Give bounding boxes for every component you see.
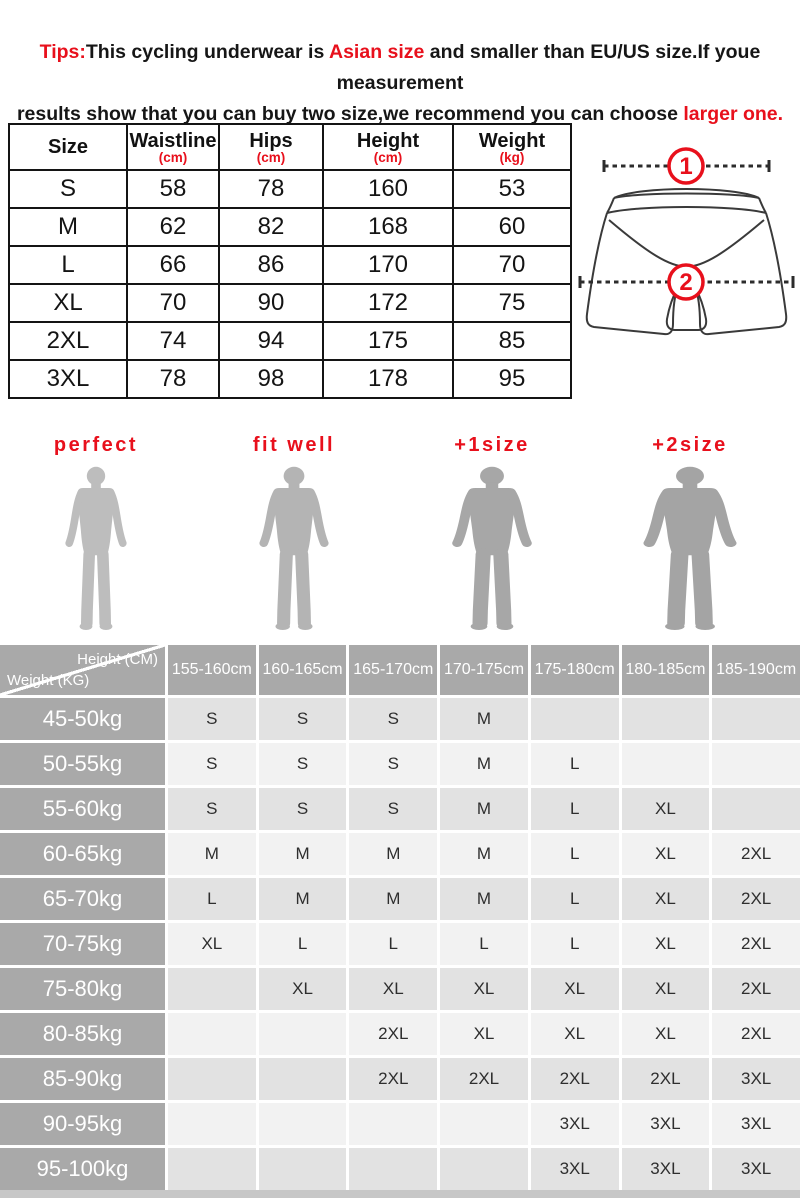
size-table-cell: 78 bbox=[219, 170, 323, 208]
size-table-cell: 75 bbox=[453, 284, 571, 322]
column-label: Height bbox=[356, 129, 420, 152]
matrix-size-cell: S bbox=[259, 788, 347, 830]
matrix-size-cell: 2XL bbox=[712, 833, 800, 875]
fit-figure bbox=[212, 434, 376, 637]
matrix-size-cell: L bbox=[531, 923, 619, 965]
matrix-size-cell: L bbox=[531, 833, 619, 875]
size-table-cell: 94 bbox=[219, 322, 323, 360]
size-table-cell: 85 bbox=[453, 322, 571, 360]
size-table-cell: 53 bbox=[453, 170, 571, 208]
size-table-cell: 172 bbox=[323, 284, 453, 322]
matrix-size-cell: XL bbox=[259, 968, 347, 1010]
corner-height-label: Height (CM) bbox=[77, 651, 158, 668]
matrix-size-cell: L bbox=[531, 743, 619, 785]
tips-highlight: Asian size bbox=[329, 41, 425, 63]
matrix-weight-label: 85-90kg bbox=[0, 1058, 165, 1100]
size-table-cell: 90 bbox=[219, 284, 323, 322]
matrix-size-cell: S bbox=[349, 788, 437, 830]
matrix-size-cell bbox=[622, 743, 710, 785]
matrix-size-cell: L bbox=[531, 788, 619, 830]
matrix-size-cell: M bbox=[259, 878, 347, 920]
matrix-size-cell: 2XL bbox=[440, 1058, 528, 1100]
fit-figure-label: +1size bbox=[454, 434, 530, 456]
fit-figure-label: +2size bbox=[652, 434, 728, 456]
matrix-size-cell: XL bbox=[622, 878, 710, 920]
size-table-cell: 66 bbox=[127, 246, 219, 284]
fit-figure-label: fit well bbox=[252, 434, 336, 456]
matrix-height-header: 175-180cm bbox=[531, 645, 619, 695]
size-table-cell: 2XL bbox=[9, 322, 127, 360]
matrix-size-cell: 2XL bbox=[712, 923, 800, 965]
bottom-divider-bar bbox=[0, 1190, 800, 1198]
matrix-height-header: 180-185cm bbox=[622, 645, 710, 695]
matrix-size-cell bbox=[440, 1148, 528, 1190]
column-unit: (cm) bbox=[256, 149, 286, 165]
matrix-size-cell bbox=[168, 1013, 256, 1055]
matrix-size-cell: 3XL bbox=[622, 1148, 710, 1190]
matrix-size-cell: XL bbox=[440, 968, 528, 1010]
shorts-outline-drawing bbox=[574, 124, 799, 388]
column-label: Size bbox=[47, 136, 89, 158]
size-table-cell: M bbox=[9, 208, 127, 246]
matrix-size-cell: S bbox=[168, 788, 256, 830]
matrix-size-cell: XL bbox=[622, 923, 710, 965]
matrix-size-cell: 2XL bbox=[712, 1013, 800, 1055]
column-unit: (cm) bbox=[158, 149, 188, 165]
corner-weight-label: Weight (KG) bbox=[7, 672, 90, 689]
matrix-size-cell bbox=[349, 1103, 437, 1145]
size-table-header-row bbox=[9, 124, 571, 170]
body-silhouette bbox=[642, 464, 738, 637]
body-silhouette bbox=[444, 464, 540, 637]
matrix-weight-label: 65-70kg bbox=[0, 878, 165, 920]
size-table-cell: 78 bbox=[127, 360, 219, 398]
matrix-size-cell bbox=[531, 698, 619, 740]
shorts-measure-diagram bbox=[574, 124, 799, 388]
matrix-size-cell: S bbox=[259, 743, 347, 785]
size-table-row bbox=[9, 246, 571, 284]
matrix-size-cell: M bbox=[349, 833, 437, 875]
size-table-cell: 170 bbox=[323, 246, 453, 284]
hips-marker-number: 2 bbox=[679, 269, 693, 296]
size-table-row bbox=[9, 322, 571, 360]
fit-figure-label: perfect bbox=[53, 434, 139, 456]
size-table-header-cell bbox=[9, 124, 127, 170]
matrix-weight-label: 50-55kg bbox=[0, 743, 165, 785]
waist-marker-number: 1 bbox=[679, 153, 693, 180]
matrix-size-cell: XL bbox=[531, 968, 619, 1010]
size-table-row bbox=[9, 208, 571, 246]
matrix-size-cell: S bbox=[349, 698, 437, 740]
matrix-weight-label: 60-65kg bbox=[0, 833, 165, 875]
matrix-size-cell bbox=[440, 1103, 528, 1145]
size-table-cell: 70 bbox=[127, 284, 219, 322]
matrix-size-cell: M bbox=[440, 833, 528, 875]
fit-figure bbox=[410, 434, 574, 637]
matrix-size-cell: L bbox=[531, 878, 619, 920]
size-table-cell: 60 bbox=[453, 208, 571, 246]
tips-segment: This cycling underwear is bbox=[85, 41, 329, 63]
size-table-cell: XL bbox=[9, 284, 127, 322]
fit-guide-row bbox=[0, 434, 800, 637]
matrix-size-cell: XL bbox=[168, 923, 256, 965]
matrix-size-cell bbox=[349, 1148, 437, 1190]
size-table-cell: 168 bbox=[323, 208, 453, 246]
matrix-size-cell: XL bbox=[622, 968, 710, 1010]
matrix-size-cell: 3XL bbox=[622, 1103, 710, 1145]
matrix-size-cell: 2XL bbox=[349, 1013, 437, 1055]
matrix-size-cell: M bbox=[259, 833, 347, 875]
matrix-height-header: 165-170cm bbox=[349, 645, 437, 695]
matrix-size-cell: M bbox=[440, 743, 528, 785]
tips-segment: results show that you can buy two size,we recommend you can choose bbox=[16, 103, 684, 125]
matrix-height-header: 185-190cm bbox=[712, 645, 800, 695]
matrix-size-cell bbox=[259, 1103, 347, 1145]
matrix-size-cell: 2XL bbox=[531, 1058, 619, 1100]
size-table-row bbox=[9, 284, 571, 322]
size-table-cell: 98 bbox=[219, 360, 323, 398]
size-table-cell: 95 bbox=[453, 360, 571, 398]
matrix-size-cell: L bbox=[349, 923, 437, 965]
size-table-cell: S bbox=[9, 170, 127, 208]
size-table-cell: 70 bbox=[453, 246, 571, 284]
matrix-size-cell: L bbox=[440, 923, 528, 965]
matrix-weight-label: 75-80kg bbox=[0, 968, 165, 1010]
matrix-size-cell bbox=[168, 968, 256, 1010]
matrix-size-cell bbox=[168, 1148, 256, 1190]
column-unit: (kg) bbox=[499, 149, 525, 165]
size-table-header-cell bbox=[219, 124, 323, 170]
matrix-size-cell: M bbox=[440, 698, 528, 740]
matrix-size-cell bbox=[712, 788, 800, 830]
matrix-weight-label: 80-85kg bbox=[0, 1013, 165, 1055]
size-table-cell: 86 bbox=[219, 246, 323, 284]
size-table-row bbox=[9, 170, 571, 208]
size-table-cell: 62 bbox=[127, 208, 219, 246]
matrix-size-cell: S bbox=[168, 698, 256, 740]
matrix-size-cell bbox=[259, 1148, 347, 1190]
matrix-size-cell: XL bbox=[349, 968, 437, 1010]
body-silhouette bbox=[48, 464, 144, 637]
size-table-cell: 58 bbox=[127, 170, 219, 208]
tips-text bbox=[10, 37, 790, 130]
matrix-size-cell: M bbox=[349, 878, 437, 920]
matrix-weight-label: 45-50kg bbox=[0, 698, 165, 740]
fit-figure bbox=[14, 434, 178, 637]
matrix-size-cell bbox=[259, 1013, 347, 1055]
matrix-size-cell: M bbox=[168, 833, 256, 875]
matrix-size-cell bbox=[168, 1058, 256, 1100]
matrix-size-cell: 3XL bbox=[531, 1103, 619, 1145]
matrix-corner-cell bbox=[0, 645, 165, 695]
matrix-weight-label: 70-75kg bbox=[0, 923, 165, 965]
matrix-size-cell: L bbox=[168, 878, 256, 920]
size-table-header-cell bbox=[453, 124, 571, 170]
matrix-size-cell: S bbox=[168, 743, 256, 785]
matrix-weight-label: 55-60kg bbox=[0, 788, 165, 830]
matrix-size-cell: 2XL bbox=[349, 1058, 437, 1100]
matrix-size-cell: 3XL bbox=[531, 1148, 619, 1190]
matrix-size-cell: 2XL bbox=[712, 968, 800, 1010]
matrix-size-cell bbox=[712, 743, 800, 785]
size-table bbox=[8, 123, 572, 399]
size-table-cell: 160 bbox=[323, 170, 453, 208]
size-table-cell: 3XL bbox=[9, 360, 127, 398]
tips-line bbox=[10, 37, 790, 99]
size-table-cell: 175 bbox=[323, 322, 453, 360]
size-table-row bbox=[9, 360, 571, 398]
matrix-height-header: 160-165cm bbox=[259, 645, 347, 695]
tips-highlight: Tips: bbox=[39, 41, 86, 63]
matrix-size-cell bbox=[622, 698, 710, 740]
matrix-weight-label: 95-100kg bbox=[0, 1148, 165, 1190]
matrix-size-cell: XL bbox=[622, 1013, 710, 1055]
matrix-height-header: 155-160cm bbox=[168, 645, 256, 695]
column-label: Waistline bbox=[129, 129, 217, 152]
matrix-size-cell: 3XL bbox=[712, 1148, 800, 1190]
matrix-size-cell: 3XL bbox=[712, 1058, 800, 1100]
matrix-size-cell: XL bbox=[622, 833, 710, 875]
size-table-header-cell bbox=[323, 124, 453, 170]
matrix-size-cell: 2XL bbox=[622, 1058, 710, 1100]
body-silhouette bbox=[246, 464, 342, 637]
matrix-size-cell bbox=[712, 698, 800, 740]
size-table-cell: L bbox=[9, 246, 127, 284]
tips-highlight: larger one. bbox=[683, 103, 784, 125]
column-label: Weight bbox=[478, 129, 546, 152]
height-weight-size-matrix bbox=[0, 645, 800, 1190]
fit-figure bbox=[608, 434, 772, 637]
matrix-size-cell: 3XL bbox=[712, 1103, 800, 1145]
matrix-size-cell: S bbox=[259, 698, 347, 740]
matrix-size-cell: XL bbox=[440, 1013, 528, 1055]
matrix-size-cell: XL bbox=[531, 1013, 619, 1055]
matrix-size-cell: M bbox=[440, 788, 528, 830]
column-label: Hips bbox=[249, 129, 293, 152]
matrix-size-cell bbox=[168, 1103, 256, 1145]
matrix-weight-label: 90-95kg bbox=[0, 1103, 165, 1145]
size-table-header-cell bbox=[127, 124, 219, 170]
matrix-size-cell bbox=[259, 1058, 347, 1100]
size-table-cell: 82 bbox=[219, 208, 323, 246]
tips-segment: and smaller than EU/US size.If youe measurement bbox=[336, 41, 761, 94]
size-table-cell: 74 bbox=[127, 322, 219, 360]
matrix-size-cell: S bbox=[349, 743, 437, 785]
matrix-size-cell: 2XL bbox=[712, 878, 800, 920]
column-unit: (cm) bbox=[373, 149, 403, 165]
size-table-cell: 178 bbox=[323, 360, 453, 398]
matrix-size-cell: L bbox=[259, 923, 347, 965]
matrix-size-cell: XL bbox=[622, 788, 710, 830]
matrix-height-header: 170-175cm bbox=[440, 645, 528, 695]
matrix-size-cell: M bbox=[440, 878, 528, 920]
